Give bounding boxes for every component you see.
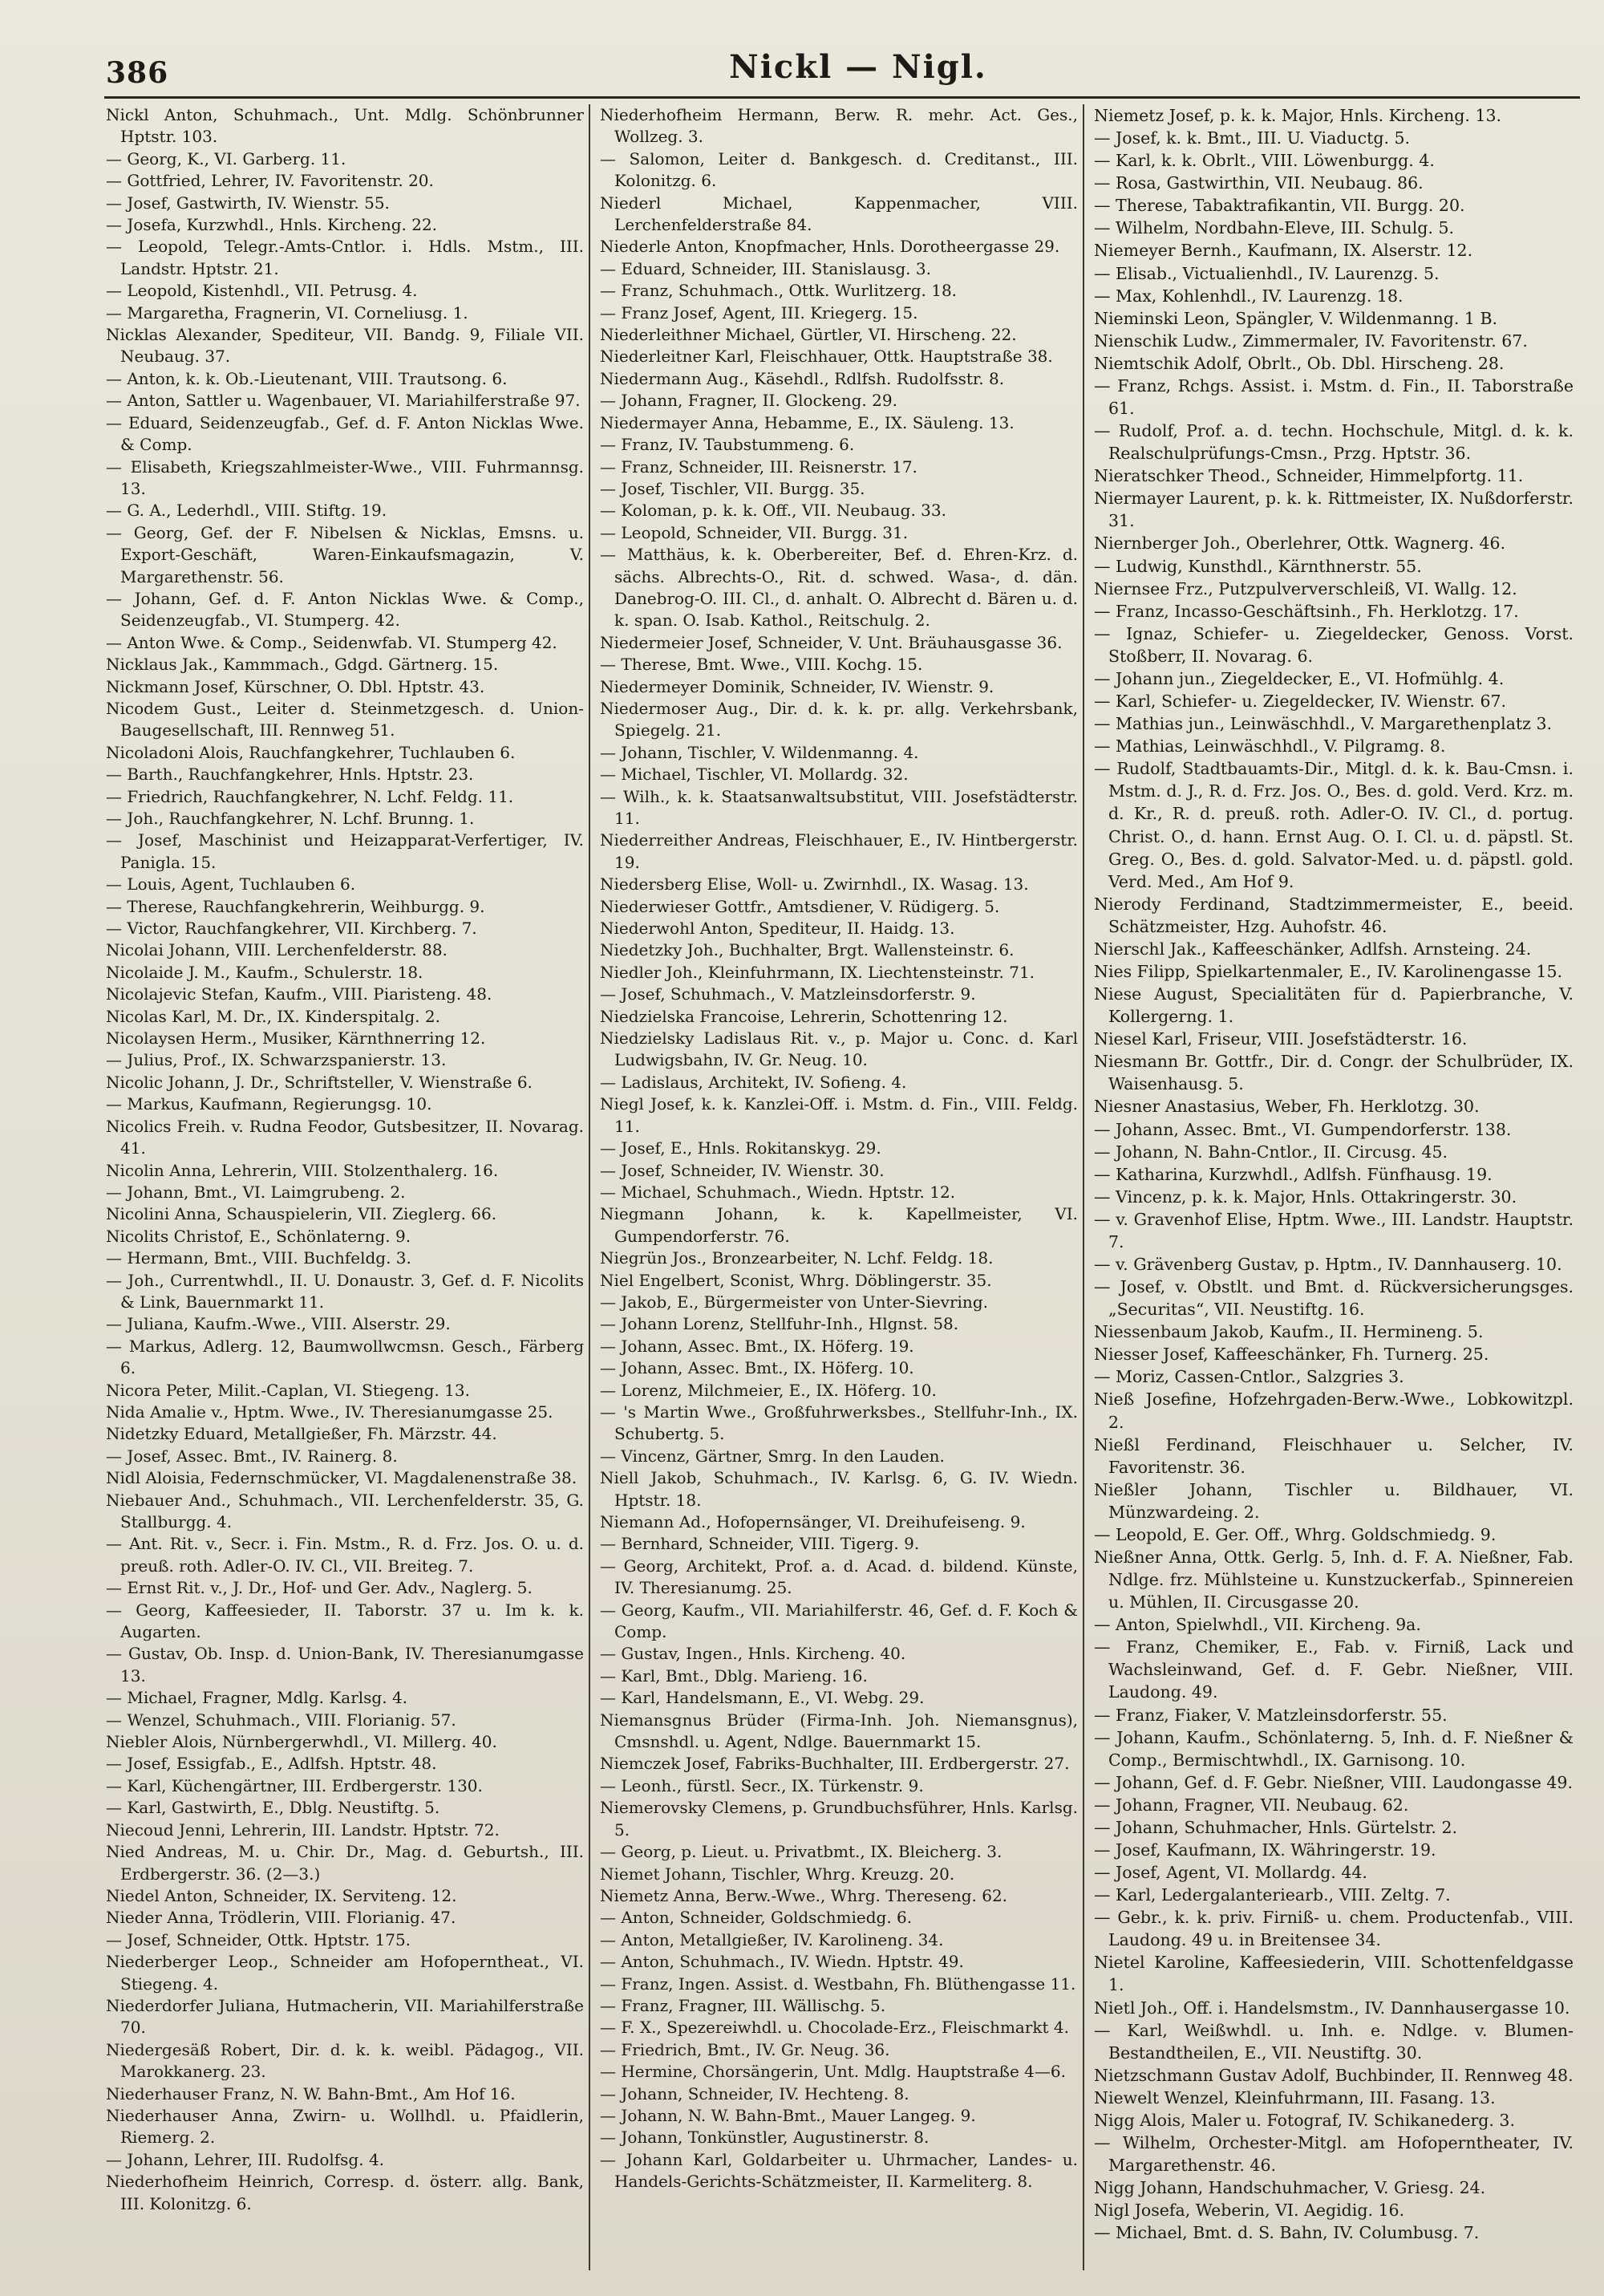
directory-entry: Nicklas Alexander, Spediteur, VII. Bandg. 9, Filiale VII. Neubaug. 37. (106, 325, 584, 367)
directory-entry: Niese August, Specialitäten für d. Papierbranche, V. Kollergerng. 1. (1094, 984, 1574, 1027)
directory-entry: — Georg, p. Lieut. u. Privatbmt., IX. Bleicherg. 3. (600, 1842, 1003, 1862)
directory-entry: — Johann, Fragner, VII. Neubaug. 62. (1094, 1795, 1409, 1815)
directory-entry: Nickl Anton, Schuhmach., Unt. Mdlg. Schönbrunner Hptstr. 103. (106, 105, 584, 147)
directory-entry: Niedermayer Anna, Hebamme, E., IX. Säuleng. 13. (600, 412, 1015, 432)
directory-entry: — Franz, Incasso-Geschäftsinh., Fh. Herklotzg. 17. (1094, 601, 1519, 621)
directory-entry: — v. Gravenhof Elise, Hptm. Wwe., III. Landstr. Hauptstr. 7. (1094, 1209, 1574, 1251)
directory-entry: — Wilh., k. k. Staatsanwaltsubstitut, VIII. Josefstädterstr. 11. (600, 786, 1078, 828)
directory-entry: — Franz, Ingen. Assist. d. Westbahn, Fh. Blüthengasse 11. (600, 1974, 1076, 1994)
directory-entry: Nicoladoni Alois, Rauchfangkehrer, Tuchlauben 6. (106, 742, 516, 762)
directory-entry: Niewelt Wenzel, Kleinfuhrmann, III. Fasang. 13. (1094, 2087, 1496, 2107)
directory-entry: Niebauer And., Schuhmach., VII. Lerchenfelderstr. 35, G. Stallburgg. 4. (106, 1490, 584, 1531)
directory-entry: Nicodem Gust., Leiter d. Steinmetzgesch. d. Union-Baugesellschaft, III. Rennweg 51. (106, 698, 584, 740)
directory-entry: — Josef, Agent, VI. Mollardg. 44. (1094, 1863, 1367, 1883)
directory-entry: — Victor, Rauchfangkehrer, VII. Kirchberg. 7. (106, 919, 477, 939)
directory-entry: Nießl Ferdinand, Fleischhauer u. Selcher, IV. Favoritenstr. 36. (1094, 1434, 1574, 1477)
directory-entry: Niederhofheim Heinrich, Corresp. d. österr. allg. Bank, III. Kolonitzg. 6. (106, 2172, 584, 2213)
directory-entry: Niederwohl Anton, Spediteur, II. Haidg. 13. (600, 919, 955, 939)
directory-entry: — F. X., Spezereiwhdl. u. Chocolade-Erz., Fleischmarkt 4. (600, 2018, 1070, 2038)
directory-entry: Niedzielsky Ladislaus Rit. v., p. Major u. Conc. d. Karl Ludwigsbahn, IV. Gr. Neug. 10. (600, 1028, 1078, 1070)
directory-entry: Nidetzky Eduard, Metallgießer, Fh. Märzstr. 44. (106, 1424, 497, 1444)
directory-entry: — Josefa, Kurzwhdl., Hnls. Kircheng. 22. (106, 215, 438, 235)
directory-entry: — Jakob, E., Bürgermeister von Unter-Sievring. (600, 1292, 988, 1312)
directory-entry: — Friedrich, Bmt., IV. Gr. Neug. 36. (600, 2039, 890, 2059)
directory-entry: — Anton, Sattler u. Wagenbauer, VI. Mariahilferstraße 97. (106, 391, 581, 411)
directory-entry: Niessenbaum Jakob, Kaufm., II. Hermineng. 5. (1094, 1322, 1484, 1342)
directory-entry: — Koloman, p. k. k. Off., VII. Neubaug. 33. (600, 501, 946, 521)
directory-entry: Nicolin Anna, Lehrerin, VIII. Stolzenthalerg. 16. (106, 1160, 499, 1180)
directory-entry: Niesel Karl, Friseur, VIII. Josefstädterstr. 16. (1094, 1029, 1468, 1049)
directory-entry: Niemetz Josef, p. k. k. Major, Hnls. Kircheng. 13. (1094, 106, 1502, 125)
directory-entry: — Josef, Schuhmach., V. Matzleinsdorferstr. 9. (600, 984, 976, 1004)
directory-entry: — Johann Lorenz, Stellfuhr-Inh., Hlgnst. 58. (600, 1314, 959, 1334)
directory-entry: — Johann, N. W. Bahn-Bmt., Mauer Langeg. 9. (600, 2105, 976, 2125)
directory-entry: — Karl, Weißwhdl. u. Inh. e. Ndlge. v. Blumen-Bestandtheilen, E., VII. Neustiftg. 30. (1094, 2020, 1574, 2063)
directory-entry: Nietzschmann Gustav Adolf, Buchbinder, II. Rennweg 48. (1094, 2065, 1574, 2085)
directory-entry: Nierschl Jak., Kaffeeschänker, Adlfsh. Arnsteing. 24. (1094, 939, 1532, 959)
directory-entry: — Gustav, Ingen., Hnls. Kircheng. 40. (600, 1644, 906, 1664)
directory-entry: Niermayer Laurent, p. k. k. Rittmeister, IX. Nußdorferstr. 31. (1094, 489, 1574, 531)
directory-entry: Niel Engelbert, Sconist, Whrg. Döblingerstr. 35. (600, 1270, 992, 1290)
directory-entry: — Johann, Assec. Bmt., IX. Höferg. 10. (600, 1358, 914, 1378)
directory-entry: — Louis, Agent, Tuchlauben 6. (106, 874, 356, 894)
directory-entry: Niesmann Br. Gottfr., Dir. d. Congr. der Schulbrüder, IX. Waisenhausg. 5. (1094, 1052, 1574, 1094)
directory-entry: Niederwieser Gottfr., Amtsdiener, V. Rüdigerg. 5. (600, 896, 1000, 916)
directory-entry: — Anton, Metallgießer, IV. Karolineng. 34. (600, 1929, 944, 1949)
directory-entry: — Franz, IV. Taubstummeng. 6. (600, 435, 855, 455)
directory-entry: Niedler Joh., Kleinfuhrmann, IX. Liechtensteinstr. 71. (600, 962, 1035, 982)
directory-entry: — Michael, Tischler, VI. Mollardg. 32. (600, 765, 909, 785)
directory-entry: Nieder Anna, Trödlerin, VIII. Florianig. 47. (106, 1908, 456, 1928)
directory-entry: — Joh., Rauchfangkehrer, N. Lchf. Brunng. 1. (106, 809, 475, 828)
directory-entry: — Karl, Ledergalanteriearb., VIII. Zeltg. 7. (1094, 1885, 1451, 1905)
directory-entry: — Wilhelm, Orchester-Mitgl. am Hofoperntheater, IV. Margarethenstr. 46. (1094, 2133, 1574, 2176)
directory-entry: — Hermine, Chorsängerin, Unt. Mdlg. Hauptstraße 4—6. (600, 2062, 1066, 2082)
directory-entry: Niemerovsky Clemens, p. Grundbuchsführer, Hnls. Karlsg. 5. (600, 1798, 1078, 1840)
directory-entry: — Josef, Kaufmann, IX. Währingerstr. 19. (1094, 1840, 1436, 1860)
directory-entry: — Elisab., Victualienhdl., IV. Laurenzg. 5. (1094, 263, 1440, 283)
directory-entry: Niemann Ad., Hofopernsänger, VI. Dreihufeiseng. 9. (600, 1512, 1026, 1531)
directory-entry: — Katharina, Kurzwhdl., Adlfsh. Fünfhausg. 19. (1094, 1164, 1493, 1184)
directory-entry: Niedermeier Josef, Schneider, V. Unt. Bräuhausgasse 36. (600, 632, 1063, 652)
directory-entry: — Ernst Rit. v., J. Dr., Hof- und Ger. Adv., Naglerg. 5. (106, 1578, 533, 1598)
directory-entry: Nierody Ferdinand, Stadtzimmermeister, E., beeid. Schätzmeister, Hzg. Auhofstr. 46. (1094, 894, 1574, 936)
directory-entry: — Markus, Kaufmann, Regierungsg. 10. (106, 1094, 432, 1114)
directory-entry: — Barth., Rauchfangkehrer, Hnls. Hptstr. 23. (106, 765, 474, 785)
directory-entry: — Johann, Assec. Bmt., VI. Gumpendorferstr. 138. (1094, 1119, 1512, 1139)
directory-entry: — Juliana, Kaufm.-Wwe., VIII. Alserstr. 29. (106, 1314, 451, 1334)
directory-entry: Nießner Anna, Ottk. Gerlg. 5, Inh. d. F. A. Nießner, Fab. Ndlge. frz. Mühlsteine u. Kunstzuckerfab., Spinnereien u. Mühlen, II. Circusgasse 20. (1094, 1548, 1574, 1612)
directory-entry: — Josef, Essigfab., E., Adlfsh. Hptstr. 48. (106, 1754, 437, 1774)
directory-entry: — Leopold, Telegr.-Amts-Cntlor. i. Hdls. Mstm., III. Landstr. Hptstr. 21. (106, 237, 584, 278)
directory-entry: Niedel Anton, Schneider, IX. Serviteng. 12. (106, 1885, 457, 1905)
entry-columns (106, 104, 1580, 2270)
directory-entry: — Johann, Lehrer, III. Rudolfsg. 4. (106, 2149, 385, 2169)
directory-entry: Nicolic Johann, J. Dr., Schriftsteller, V. Wienstraße 6. (106, 1072, 533, 1092)
directory-entry: — Gottfried, Lehrer, IV. Favoritenstr. 20. (106, 171, 434, 191)
directory-entry: Niedermoser Aug., Dir. d. k. k. pr. allg. Verkehrsbank, Spiegelg. 21. (600, 698, 1078, 740)
directory-entry: — Leopold, E. Ger. Off., Whrg. Goldschmiedg. 9. (1094, 1524, 1497, 1544)
directory-entry: — Josef, v. Obstlt. und Bmt. d. Rückversicherungsges. „Securitas“, VII. Neustiftg. 16. (1094, 1277, 1574, 1320)
directory-entry: — Michael, Fragner, Mdlg. Karlsg. 4. (106, 1688, 408, 1708)
directory-entry: — Salomon, Leiter d. Bankgesch. d. Creditanst., III. Kolonitzg. 6. (600, 148, 1078, 191)
directory-entry: Niedersberg Elise, Woll- u. Zwirnhdl., IX. Wasag. 13. (600, 874, 1029, 894)
directory-entry: — Anton, Spielwhdl., VII. Kircheng. 9a. (1094, 1615, 1421, 1635)
directory-entry: — Johann, Schuhmacher, Hnls. Gürtelstr. 2. (1094, 1817, 1458, 1837)
directory-entry: Niemtschik Adolf, Obrlt., Ob. Dbl. Hirscheng. 28. (1094, 353, 1505, 373)
directory-entry: — Franz, Rchgs. Assist. i. Mstm. d. Fin., II. Taborstraße 61. (1094, 375, 1574, 419)
directory-entry: Niesner Anastasius, Weber, Fh. Herklotzg. 30. (1094, 1097, 1480, 1117)
directory-entry: Nigg Johann, Handschuhmacher, V. Griesg. 24. (1094, 2178, 1486, 2198)
directory-entry: — Vincenz, p. k. k. Major, Hnls. Ottakringerstr. 30. (1094, 1187, 1517, 1207)
directory-entry: Nidl Aloisia, Federnschmücker, VI. Magdalenenstraße 38. (106, 1468, 577, 1488)
directory-entry: Nienschik Ludw., Zimmermaler, IV. Favoritenstr. 67. (1094, 331, 1528, 351)
directory-entry: Nicora Peter, Milit.-Caplan, VI. Stiegeng. 13. (106, 1380, 470, 1400)
directory-entry: Nietl Joh., Off. i. Handelsmstm., IV. Dannhausergasse 10. (1094, 1998, 1570, 2018)
directory-entry: Nicolai Johann, VIII. Lerchenfelderstr. 88. (106, 940, 448, 960)
directory-entry: Niedergesäß Robert, Dir. d. k. k. weibl. Pädagog., VII. Marokkanerg. 23. (106, 2039, 584, 2082)
directory-entry: Niederleithner Michael, Gürtler, VI. Hirscheng. 22. (600, 325, 1017, 345)
directory-entry: — Karl, k. k. Obrlt., VIII. Löwenburgg. 4. (1094, 151, 1435, 171)
directory-entry: Niederl Michael, Kappenmacher, VIII. Lerchenfelderstraße 84. (600, 193, 1078, 235)
column-left (106, 104, 590, 2270)
directory-entry: Nieß Josefine, Hofzehrgaden-Berw.-Wwe., Lobkowitzpl. 2. (1094, 1389, 1574, 1432)
directory-entry: Nicolaide J. M., Kaufm., Schulerstr. 18. (106, 962, 423, 982)
directory-entry: — Karl, Gastwirth, E., Dblg. Neustiftg. 5. (106, 1798, 440, 1818)
directory-entry: Niederle Anton, Knopfmacher, Hnls. Dorotheergasse 29. (600, 237, 1060, 257)
directory-entry: — Josef, Schneider, Ottk. Hptstr. 175. (106, 1929, 411, 1949)
directory-entry: Nied Andreas, M. u. Chir. Dr., Mag. d. Geburtsh., III. Erdbergerstr. 36. (2—3.) (106, 1842, 584, 1884)
directory-entry: Niegmann Johann, k. k. Kapellmeister, VI. Gumpendorferstr. 76. (600, 1204, 1078, 1246)
directory-entry: — Karl, Handelsmann, E., VI. Webg. 29. (600, 1688, 925, 1708)
directory-entry: — Vincenz, Gärtner, Smrg. In den Lauden. (600, 1446, 945, 1466)
directory-entry: Nicolajevic Stefan, Kaufm., VIII. Piaristeng. 48. (106, 984, 492, 1004)
directory-entry: — Eduard, Schneider, III. Stanislausg. 3. (600, 258, 931, 278)
directory-entry: Niedzielska Francoise, Lehrerin, Schottenring 12. (600, 1006, 1008, 1026)
directory-entry: — Leopold, Kistenhdl., VII. Petrusg. 4. (106, 281, 418, 301)
directory-entry: — Johann, Tischler, V. Wildenmanng. 4. (600, 742, 919, 762)
directory-entry: Nicklaus Jak., Kammmach., Gdgd. Gärtnerg. 15. (106, 655, 499, 675)
directory-entry: — Johann, Assec. Bmt., IX. Höferg. 19. (600, 1336, 914, 1356)
directory-entry: — Therese, Rauchfangkehrerin, Weihburgg. 9. (106, 896, 485, 916)
directory-entry: — Anton Wwe. & Comp., Seidenwfab. VI. Stumperg 42. (106, 632, 557, 652)
directory-entry: — Rudolf, Prof. a. d. techn. Hochschule, Mitgl. d. k. k. Realschulprüfungs-Cmsn., Przg. Hptstr. 36. (1094, 421, 1574, 464)
directory-entry: Nieminski Leon, Spängler, V. Wildenmanng. 1 B. (1094, 308, 1498, 328)
directory-entry: Niederberger Leop., Schneider am Hofoperntheat., VI. Stiegeng. 4. (106, 1952, 584, 1994)
directory-entry: — Johann, Fragner, II. Glockeng. 29. (600, 391, 897, 411)
directory-entry: — Johann jun., Ziegeldecker, E., VI. Hofmühlg. 4. (1094, 668, 1505, 688)
directory-entry: — Josef, Tischler, VII. Burgg. 35. (600, 478, 865, 498)
directory-entry: — Therese, Tabaktrafikantin, VII. Burgg. 20. (1094, 196, 1465, 216)
directory-entry: Niederhofheim Hermann, Berw. R. mehr. Act. Ges., Wollzeg. 3. (600, 105, 1078, 147)
directory-entry: Nida Amalie v., Hptm. Wwe., IV. Theresianumgasse 25. (106, 1402, 553, 1422)
running-head: Nickl — Nigl. (729, 48, 987, 86)
directory-entry: — Josef, Maschinist und Heizapparat-Verfertiger, IV. Panigla. 15. (106, 830, 584, 872)
directory-entry: Niemczek Josef, Fabriks-Buchhalter, III. Erdbergerstr. 27. (600, 1754, 1070, 1774)
directory-entry: Nießler Johann, Tischler u. Bildhauer, VI. Münzwardeing. 2. (1094, 1479, 1574, 1522)
directory-entry: — Eduard, Seidenzeugfab., Gef. d. F. Anton Nicklas Wwe. & Comp. (106, 412, 584, 455)
directory-entry: Niecoud Jenni, Lehrerin, III. Landstr. Hptstr. 72. (106, 1819, 500, 1840)
directory-entry: Nickmann Josef, Kürschner, O. Dbl. Hptstr. 43. (106, 676, 485, 696)
directory-entry: — Josef, E., Hnls. Rokitanskyg. 29. (600, 1138, 881, 1158)
directory-entry: — Georg, Kaufm., VII. Mariahilferstr. 46, Gef. d. F. Koch & Comp. (600, 1600, 1078, 1642)
directory-entry: — Mathias, Leinwäschhdl., V. Pilgramg. 8. (1094, 736, 1446, 757)
directory-entry: — Ladislaus, Architekt, IV. Sofieng. 4. (600, 1072, 907, 1092)
directory-entry: — Matthäus, k. k. Oberbereiter, Bef. d. Ehren-Krz. d. sächs. Albrechts-O., Rit. d. schwed. Wasa-, d. dän. Danebrog-O. III. Cl., d. anhalt. O. Albrecht d. Bären u. d. k. span. O. Isab. Kathol., Reitschulg. 2. (600, 545, 1078, 631)
column-middle (600, 104, 1084, 2270)
directory-entry: — Mathias jun., Leinwäschhdl., V. Margarethenplatz 3. (1094, 714, 1553, 734)
directory-entry: Niedermann Aug., Käsehdl., Rdlfsh. Rudolfsstr. 8. (600, 368, 1005, 388)
directory-entry: — Johann, Schneider, IV. Hechteng. 8. (600, 2083, 909, 2103)
directory-entry: — G. A., Lederhdl., VIII. Stiftg. 19. (106, 501, 387, 521)
directory-entry: — Anton, Schneider, Goldschmiedg. 6. (600, 1908, 913, 1928)
directory-entry: Niederdorfer Juliana, Hutmacherin, VII. Mariahilferstraße 70. (106, 1995, 584, 2038)
directory-entry: — Moriz, Cassen-Cntlor., Salzgries 3. (1094, 1367, 1404, 1387)
directory-entry: — Karl, Schiefer- u. Ziegeldecker, IV. Wienstr. 67. (1094, 692, 1507, 712)
directory-entry: — Markus, Adlerg. 12, Baumwollwcmsn. Gesch., Färberg 6. (106, 1336, 584, 1378)
column-right (1094, 104, 1578, 2270)
directory-entry: — Franz, Schneider, III. Reisnerstr. 17. (600, 456, 917, 477)
directory-entry: — Johann, Kaufm., Schönlaterng. 5, Inh. d. F. Nießner & Comp., Bermischtwhdl., IX. Garnisong. 10. (1094, 1727, 1574, 1770)
directory-entry: Niernsee Frz., Putzpulververschleiß, VI. Wallg. 12. (1094, 578, 1517, 598)
directory-entry: Niederhauser Anna, Zwirn- u. Wollhdl. u. Pfaidlerin, Riemerg. 2. (106, 2105, 584, 2148)
directory-entry: Niederhauser Franz, N. W. Bahn-Bmt., Am Hof 16. (106, 2083, 516, 2103)
directory-entry: — Karl, Küchengärtner, III. Erdbergerstr. 130. (106, 1775, 483, 1795)
directory-entry: — Joh., Currentwhdl., II. U. Donaustr. 3, Gef. d. F. Nicolits & Link, Bauernmarkt 11. (106, 1270, 584, 1312)
directory-entry: Niegrün Jos., Bronzearbeiter, N. Lchf. Feldg. 18. (600, 1248, 994, 1268)
directory-entry: — Johann, Tonkünstler, Augustinerstr. 8. (600, 2128, 930, 2148)
directory-entry: — Lorenz, Milchmeier, E., IX. Höferg. 10. (600, 1380, 937, 1400)
directory-entry: — Margaretha, Fragnerin, VI. Corneliusg. 1. (106, 302, 468, 322)
directory-entry: — Franz, Fiaker, V. Matzleinsdorferstr. 55. (1094, 1705, 1448, 1725)
directory-entry: Niemetz Anna, Berw.-Wwe., Whrg. Thereseng. 62. (600, 1885, 1008, 1905)
directory-entry: — Wenzel, Schuhmach., VIII. Florianig. 57. (106, 1710, 456, 1730)
directory-entry: — Franz, Schuhmach., Ottk. Wurlitzerg. 18. (600, 281, 958, 301)
directory-entry: — Ant. Rit. v., Secr. i. Fin. Mstm., R. d. Frz. Jos. O. u. d. preuß. roth. Adler-O. IV. Cl., VII. Breiteg. 7. (106, 1534, 584, 1576)
directory-entry: Niemeyer Bernh., Kaufmann, IX. Alserstr. 12. (1094, 241, 1473, 261)
directory-entry: Nigl Josefa, Weberin, VI. Aegidig. 16. (1094, 2201, 1405, 2221)
directory-entry: — Leopold, Schneider, VII. Burgg. 31. (600, 522, 909, 542)
directory-entry: — Josef, Assec. Bmt., IV. Rainerg. 8. (106, 1446, 398, 1466)
directory-entry: Nicolits Christof, E., Schönlaterng. 9. (106, 1226, 411, 1246)
directory-entry: Niederreither Andreas, Fleischhauer, E., IV. Hintbergerstr. 19. (600, 830, 1078, 872)
directory-entry: — Wilhelm, Nordbahn-Eleve, III. Schulg. 5. (1094, 218, 1455, 238)
directory-entry: — Rosa, Gastwirthin, VII. Neubaug. 86. (1094, 173, 1424, 193)
directory-entry: — Gustav, Ob. Insp. d. Union-Bank, IV. Theresianumgasse 13. (106, 1644, 584, 1685)
directory-entry: — Johann, Gef. d. F. Gebr. Nießner, VIII. Laudongasse 49. (1094, 1772, 1573, 1792)
directory-entry: — Bernhard, Schneider, VIII. Tigerg. 9. (600, 1534, 920, 1554)
directory-entry: Niemet Johann, Tischler, Whrg. Kreuzg. 20. (600, 1864, 955, 1884)
header-rule (104, 96, 1580, 99)
directory-entry: — Anton, Schuhmach., IV. Wiedn. Hptstr. 49. (600, 1952, 964, 1972)
directory-entry: Nigg Alois, Maler u. Fotograf, IV. Schikanederg. 3. (1094, 2110, 1515, 2130)
directory-entry: Niedetzky Joh., Buchhalter, Brgt. Wallensteinstr. 6. (600, 940, 1015, 960)
directory-entry: — Max, Kohlenhdl., IV. Laurenzg. 18. (1094, 286, 1404, 306)
directory-entry: — Michael, Schuhmach., Wiedn. Hptstr. 12. (600, 1182, 956, 1202)
directory-entry: — Ignaz, Schiefer- u. Ziegeldecker, Genoss. Vorst. Stoßberr, II. Novarag. 6. (1094, 623, 1574, 666)
directory-entry: — Friedrich, Rauchfangkehrer, N. Lchf. Feldg. 11. (106, 786, 514, 806)
directory-entry: Niederleitner Karl, Fleischhauer, Ottk. Hauptstraße 38. (600, 347, 1053, 367)
directory-entry: Nieratschker Theod., Schneider, Himmelpfortg. 11. (1094, 466, 1524, 486)
directory-entry: — Georg, K., VI. Garberg. 11. (106, 148, 346, 168)
directory-entry: — Ludwig, Kunsthdl., Kärnthnerstr. 55. (1094, 556, 1422, 576)
directory-entry: — Therese, Bmt. Wwe., VIII. Kochg. 15. (600, 655, 923, 675)
directory-entry: Niell Jakob, Schuhmach., IV. Karlsg. 6, G. IV. Wiedn. Hptstr. 18. (600, 1468, 1078, 1510)
directory-entry: — Johann, N. Bahn-Cntlor., II. Circusg. 45. (1094, 1142, 1448, 1162)
directory-entry: — Gebr., k. k. priv. Firniß- u. chem. Productenfab., VIII. Laudong. 49 u. in Breitensee 34. (1094, 1908, 1574, 1950)
directory-entry: — Elisabeth, Kriegszahlmeister-Wwe., VIII. Fuhrmannsg. 13. (106, 456, 584, 498)
directory-entry: Niedermeyer Dominik, Schneider, IV. Wienstr. 9. (600, 676, 994, 696)
directory-entry: — Johann, Bmt., VI. Laimgrubeng. 2. (106, 1182, 406, 1202)
directory-entry: — Georg, Gef. der F. Nibelsen & Nicklas, Emsns. u. Export-Geschäft, Waren-Einkaufsmagazin, V. Margarethenstr. 56. (106, 522, 584, 586)
directory-entry: — Julius, Prof., IX. Schwarzspanierstr. 13. (106, 1050, 447, 1070)
directory-entry: Nietel Karoline, Kaffeesiederin, VIII. Schottenfeldgasse 1. (1094, 1953, 1574, 1995)
directory-entry: — Franz, Chemiker, E., Fab. v. Firniß, Lack und Wachsleinwand, Gef. d. F. Gebr. Nießner, VIII. Laudong. 49. (1094, 1637, 1574, 1702)
directory-entry: — Rudolf, Stadtbauamts-Dir., Mitgl. d. k. k. Bau-Cmsn. i. Mstm. d. J., R. d. Frz. Jos. O., Bes. d. gold. Verd. Krz. m. d. Kr., R. d. preuß. roth. Adler-O. IV. Cl., d. portug. Christ. O., d. hann. Ernst Aug. O. I. Cl. u. d. päpstl. St. Greg. O., Bes. d. gold. Salvator-Med. u. d. päpstl. gold. Verd. Med., Am Hof 9. (1094, 759, 1574, 891)
directory-entry: Nies Filipp, Spielkartenmaler, E., IV. Karolinengasse 15. (1094, 961, 1563, 981)
directory-entry: — Hermann, Bmt., VIII. Buchfeldg. 3. (106, 1248, 411, 1268)
page-number: 386 (106, 56, 169, 90)
directory-entry: — v. Grävenberg Gustav, p. Hptm., IV. Dannhauserg. 10. (1094, 1254, 1562, 1274)
directory-entry: Niemansgnus Brüder (Firma-Inh. Joh. Niemansgnus), Cmsnshdl. u. Agent, Ndlge. Bauernmarkt 15. (600, 1710, 1078, 1752)
directory-entry: — Michael, Bmt. d. S. Bahn, IV. Columbusg. 7. (1094, 2223, 1480, 2243)
directory-entry: — Franz, Fragner, III. Wällischg. 5. (600, 1995, 886, 2015)
directory-entry: Niesser Josef, Kaffeeschänker, Fh. Turnerg. 25. (1094, 1345, 1489, 1365)
directory-entry: — 's Martin Wwe., Großfuhrwerksbes., Stellfuhr-Inh., IX. Schubertg. 5. (600, 1402, 1078, 1444)
directory-entry: Niernberger Joh., Oberlehrer, Ottk. Wagnerg. 46. (1094, 533, 1506, 554)
directory-entry: — Johann Karl, Goldarbeiter u. Uhrmacher, Landes- u. Handels-Gerichts-Schätzmeister, II. Karmeliterg. 8. (600, 2149, 1078, 2192)
directory-entry: — Karl, Bmt., Dblg. Marieng. 16. (600, 1665, 868, 1685)
directory-entry: — Johann, Gef. d. F. Anton Nicklas Wwe. & Comp., Seidenzeugfab., VI. Stumperg. 42. (106, 588, 584, 631)
directory-entry: — Georg, Architekt, Prof. a. d. Acad. d. bildend. Künste, IV. Theresianumg. 25. (600, 1556, 1078, 1598)
directory-entry: — Josef, Schneider, IV. Wienstr. 30. (600, 1160, 885, 1180)
directory-entry: Nicolics Freih. v. Rudna Feodor, Gutsbesitzer, II. Novarag. 41. (106, 1116, 584, 1158)
directory-entry: — Leonh., fürstl. Secr., IX. Türkenstr. 9. (600, 1775, 924, 1795)
directory-entry: Nicolini Anna, Schauspielerin, VII. Zieglerg. 66. (106, 1204, 497, 1224)
directory-entry: Nicolaysen Herm., Musiker, Kärnthnerring 12. (106, 1028, 486, 1049)
directory-entry: Niebler Alois, Nürnbergerwhdl., VI. Millerg. 40. (106, 1732, 497, 1752)
directory-entry: — Anton, k. k. Ob.-Lieutenant, VIII. Trautsong. 6. (106, 368, 508, 388)
directory-entry: — Georg, Kaffeesieder, II. Taborstr. 37 u. Im k. k. Augarten. (106, 1600, 584, 1642)
directory-entry: Nicolas Karl, M. Dr., IX. Kinderspitalg. 2. (106, 1006, 440, 1026)
directory-entry: — Josef, k. k. Bmt., III. U. Viaductg. 5. (1094, 128, 1411, 148)
directory-entry: Niegl Josef, k. k. Kanzlei-Off. i. Mstm. d. Fin., VIII. Feldg. 11. (600, 1094, 1078, 1136)
directory-entry: — Franz Josef, Agent, III. Kriegerg. 15. (600, 302, 918, 322)
directory-entry: — Josef, Gastwirth, IV. Wienstr. 55. (106, 193, 390, 213)
